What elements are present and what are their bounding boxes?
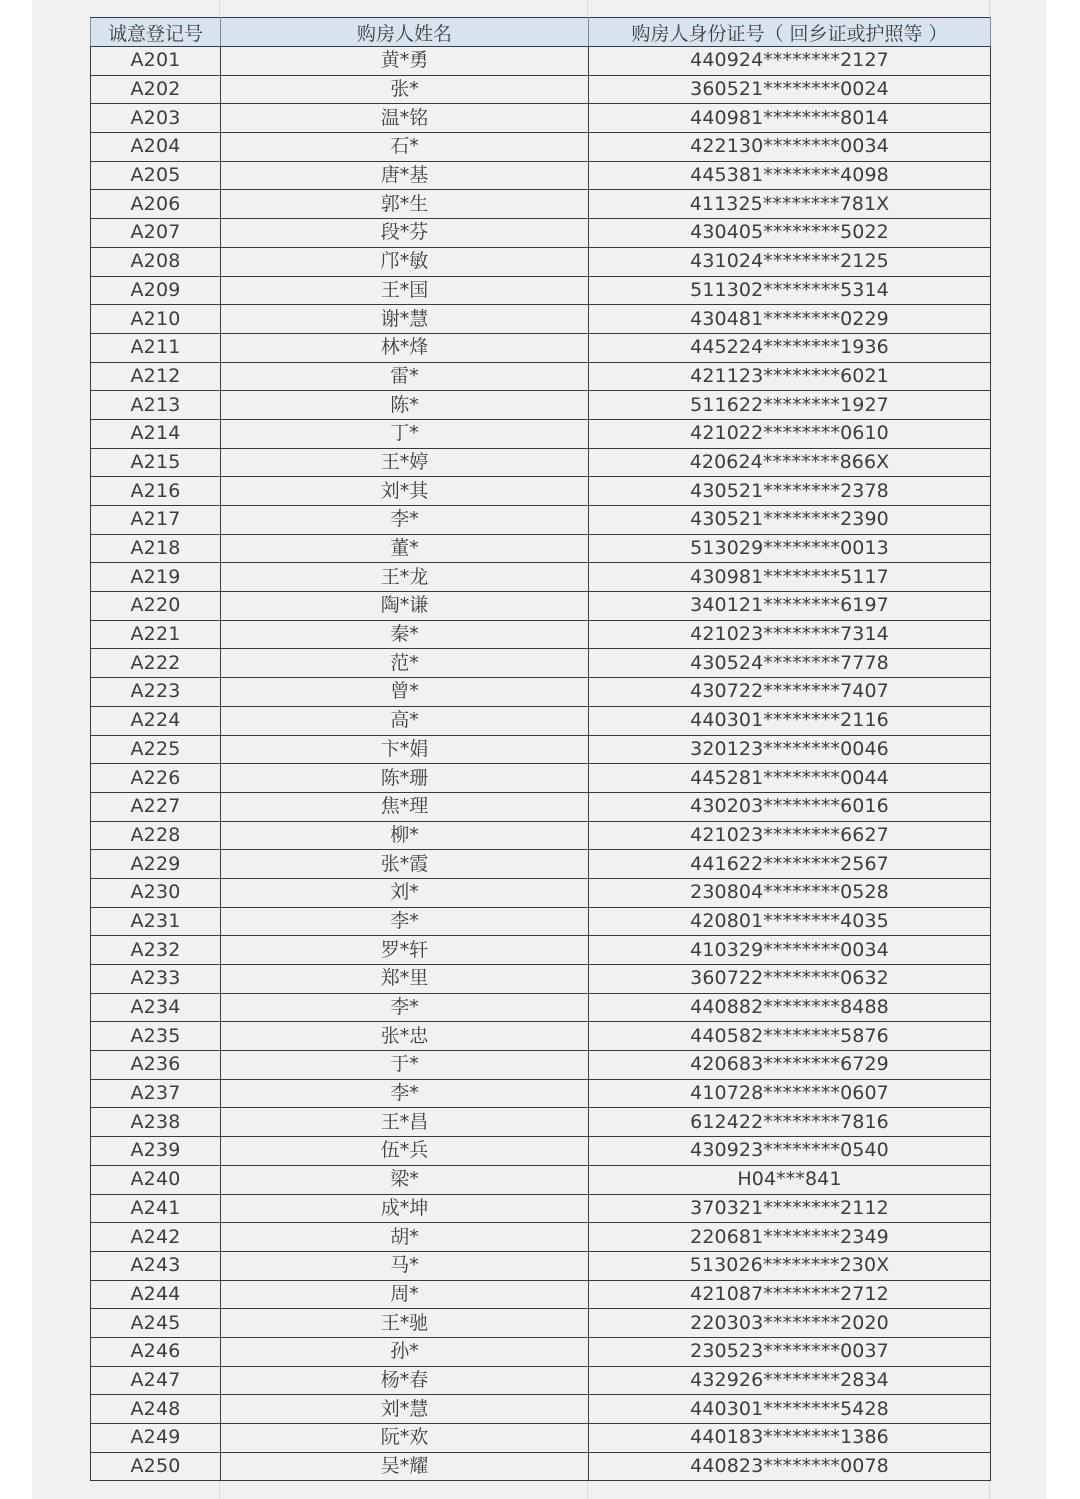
registration-no-cell: A222 xyxy=(91,649,221,678)
registration-no-cell: A239 xyxy=(91,1137,221,1166)
buyer-id-cell: 431024********2125 xyxy=(589,247,991,276)
buyer-id-cell: 440183********1386 xyxy=(589,1424,991,1453)
registration-no-cell: A218 xyxy=(91,534,221,563)
buyer-name-cell: 谢*慧 xyxy=(221,305,589,334)
buyer-id-cell: 440882********8488 xyxy=(589,993,991,1022)
table-row xyxy=(91,1223,991,1252)
registration-no-cell: A243 xyxy=(91,1251,221,1280)
buyer-name-cell: 高* xyxy=(221,706,589,735)
buyer-name-cell: 孙* xyxy=(221,1337,589,1366)
registration-no-cell: A245 xyxy=(91,1309,221,1338)
table-row xyxy=(91,448,991,477)
table-row xyxy=(91,133,991,162)
buyer-name-cell: 张*忠 xyxy=(221,1022,589,1051)
buyer-id-cell: 411325********781X xyxy=(589,190,991,219)
table-row xyxy=(91,792,991,821)
buyer-id-cell: 513029********0013 xyxy=(589,534,991,563)
registration-no-cell: A246 xyxy=(91,1337,221,1366)
registration-no-cell: A240 xyxy=(91,1165,221,1194)
table-row xyxy=(91,649,991,678)
table-row xyxy=(91,1079,991,1108)
registration-no-cell: A237 xyxy=(91,1079,221,1108)
buyer-name-cell: 王*婷 xyxy=(221,448,589,477)
table-row xyxy=(91,75,991,104)
table-row xyxy=(91,706,991,735)
table-row xyxy=(91,965,991,994)
table-row xyxy=(91,821,991,850)
buyer-id-cell: 360722********0632 xyxy=(589,965,991,994)
buyer-name-cell: 罗*轩 xyxy=(221,936,589,965)
buyer-id-cell: 420683********6729 xyxy=(589,1051,991,1080)
table-row xyxy=(91,563,991,592)
buyer-id-cell: 220681********2349 xyxy=(589,1223,991,1252)
header-registration-no: 诚意登记号 xyxy=(91,18,221,47)
buyer-id-cell: 320123********0046 xyxy=(589,735,991,764)
table-row xyxy=(91,1108,991,1137)
buyer-name-cell: 伍*兵 xyxy=(221,1137,589,1166)
table-row xyxy=(91,1366,991,1395)
buyer-name-cell: 李* xyxy=(221,907,589,936)
registration-no-cell: A231 xyxy=(91,907,221,936)
table-row xyxy=(91,1452,991,1481)
buyer-id-cell: 445224********1936 xyxy=(589,333,991,362)
buyer-name-cell: 李* xyxy=(221,993,589,1022)
buyer-name-cell: 温*铭 xyxy=(221,104,589,133)
table-row xyxy=(91,534,991,563)
table-row xyxy=(91,391,991,420)
buyer-name-cell: 刘*慧 xyxy=(221,1395,589,1424)
buyer-name-cell: 成*坤 xyxy=(221,1194,589,1223)
buyer-name-cell: 郑*里 xyxy=(221,965,589,994)
buyer-id-cell: 421087********2712 xyxy=(589,1280,991,1309)
buyer-name-cell: 阮*欢 xyxy=(221,1424,589,1453)
buyer-name-cell: 柳* xyxy=(221,821,589,850)
registration-no-cell: A227 xyxy=(91,792,221,821)
registration-no-cell: A233 xyxy=(91,965,221,994)
buyer-name-cell: 董* xyxy=(221,534,589,563)
buyer-id-cell: 511302********5314 xyxy=(589,276,991,305)
table-row xyxy=(91,764,991,793)
header-buyer-id: 购房人身份证号（ 回乡证或护照等 ） xyxy=(589,18,991,47)
registration-no-cell: A212 xyxy=(91,362,221,391)
buyer-name-cell: 林*烽 xyxy=(221,333,589,362)
buyer-name-cell: 黄*勇 xyxy=(221,47,589,76)
buyer-name-cell: 邝*敏 xyxy=(221,247,589,276)
buyer-id-cell: 360521********0024 xyxy=(589,75,991,104)
registration-no-cell: A208 xyxy=(91,247,221,276)
registration-no-cell: A216 xyxy=(91,477,221,506)
table-row xyxy=(91,419,991,448)
buyer-name-cell: 张* xyxy=(221,75,589,104)
buyer-id-cell: 441622********2567 xyxy=(589,850,991,879)
buyer-id-cell: 370321********2112 xyxy=(589,1194,991,1223)
registration-no-cell: A248 xyxy=(91,1395,221,1424)
table-row xyxy=(91,1337,991,1366)
buyer-name-cell: 曾* xyxy=(221,678,589,707)
table-row xyxy=(91,1022,991,1051)
buyer-name-cell: 陈* xyxy=(221,391,589,420)
table-row xyxy=(91,506,991,535)
buyer-id-cell: 430405********5022 xyxy=(589,219,991,248)
buyer-name-cell: 于* xyxy=(221,1051,589,1080)
registration-no-cell: A238 xyxy=(91,1108,221,1137)
buyer-name-cell: 李* xyxy=(221,506,589,535)
table-row xyxy=(91,161,991,190)
buyer-name-cell: 王*驰 xyxy=(221,1309,589,1338)
registration-no-cell: A225 xyxy=(91,735,221,764)
buyer-id-cell: 430521********2378 xyxy=(589,477,991,506)
buyer-id-cell: 421023********7314 xyxy=(589,620,991,649)
registration-no-cell: A217 xyxy=(91,506,221,535)
registration-no-cell: A228 xyxy=(91,821,221,850)
buyer-name-cell: 雷* xyxy=(221,362,589,391)
buyer-name-cell: 石* xyxy=(221,133,589,162)
registration-no-cell: A214 xyxy=(91,419,221,448)
table-row xyxy=(91,678,991,707)
registration-no-cell: A223 xyxy=(91,678,221,707)
buyer-id-cell: 440823********0078 xyxy=(589,1452,991,1481)
table-row xyxy=(91,1051,991,1080)
registration-no-cell: A236 xyxy=(91,1051,221,1080)
buyer-id-cell: 410329********0034 xyxy=(589,936,991,965)
buyer-id-cell: 445281********0044 xyxy=(589,764,991,793)
registration-no-cell: A242 xyxy=(91,1223,221,1252)
buyer-id-cell: 230523********0037 xyxy=(589,1337,991,1366)
registration-no-cell: A215 xyxy=(91,448,221,477)
buyer-name-cell: 杨*春 xyxy=(221,1366,589,1395)
buyer-name-cell: 周* xyxy=(221,1280,589,1309)
buyer-name-cell: 王*国 xyxy=(221,276,589,305)
registration-no-cell: A213 xyxy=(91,391,221,420)
registration-no-cell: A229 xyxy=(91,850,221,879)
buyer-name-cell: 陈*珊 xyxy=(221,764,589,793)
table-row xyxy=(91,735,991,764)
buyer-id-cell: 430923********0540 xyxy=(589,1137,991,1166)
buyer-name-cell: 刘* xyxy=(221,878,589,907)
table-row xyxy=(91,47,991,76)
table-row xyxy=(91,1395,991,1424)
registration-no-cell: A247 xyxy=(91,1366,221,1395)
buyer-name-cell: 胡* xyxy=(221,1223,589,1252)
buyer-name-cell: 范* xyxy=(221,649,589,678)
table-row xyxy=(91,620,991,649)
buyer-id-cell: 430481********0229 xyxy=(589,305,991,334)
table-row xyxy=(91,1137,991,1166)
registration-no-cell: A203 xyxy=(91,104,221,133)
buyer-id-cell: 420801********4035 xyxy=(589,907,991,936)
table-row xyxy=(91,362,991,391)
table-row xyxy=(91,592,991,621)
buyer-id-cell: 440924********2127 xyxy=(589,47,991,76)
registration-no-cell: A241 xyxy=(91,1194,221,1223)
buyer-id-cell: 440301********2116 xyxy=(589,706,991,735)
registration-no-cell: A230 xyxy=(91,878,221,907)
buyer-name-cell: 段*芬 xyxy=(221,219,589,248)
table-row xyxy=(91,1165,991,1194)
registration-no-cell: A201 xyxy=(91,47,221,76)
buyer-id-cell: 432926********2834 xyxy=(589,1366,991,1395)
registration-no-cell: A234 xyxy=(91,993,221,1022)
buyer-name-cell: 丁* xyxy=(221,419,589,448)
header-row xyxy=(91,18,991,47)
table-row xyxy=(91,1194,991,1223)
buyer-name-cell: 卞*娟 xyxy=(221,735,589,764)
registration-no-cell: A235 xyxy=(91,1022,221,1051)
buyer-id-cell: 440981********8014 xyxy=(589,104,991,133)
registration-no-cell: A220 xyxy=(91,592,221,621)
buyer-id-cell: 230804********0528 xyxy=(589,878,991,907)
buyer-name-cell: 陶*谦 xyxy=(221,592,589,621)
header-buyer-name: 购房人姓名 xyxy=(221,18,589,47)
registration-no-cell: A250 xyxy=(91,1452,221,1481)
buyer-name-cell: 王*龙 xyxy=(221,563,589,592)
buyer-id-cell: 421023********6627 xyxy=(589,821,991,850)
registration-no-cell: A244 xyxy=(91,1280,221,1309)
buyer-name-cell: 张*霞 xyxy=(221,850,589,879)
table-row xyxy=(91,993,991,1022)
registration-no-cell: A226 xyxy=(91,764,221,793)
table-row xyxy=(91,936,991,965)
buyer-id-cell: 513026********230X xyxy=(589,1251,991,1280)
registration-no-cell: A249 xyxy=(91,1424,221,1453)
buyer-id-cell: 422130********0034 xyxy=(589,133,991,162)
table-row xyxy=(91,276,991,305)
table-row xyxy=(91,247,991,276)
table-row xyxy=(91,1251,991,1280)
registration-no-cell: A209 xyxy=(91,276,221,305)
registration-no-cell: A219 xyxy=(91,563,221,592)
buyer-id-cell: 430722********7407 xyxy=(589,678,991,707)
registration-no-cell: A224 xyxy=(91,706,221,735)
buyer-id-cell: 445381********4098 xyxy=(589,161,991,190)
buyer-name-cell: 王*昌 xyxy=(221,1108,589,1137)
buyer-name-cell: 吴*耀 xyxy=(221,1452,589,1481)
buyer-id-cell: 440582********5876 xyxy=(589,1022,991,1051)
table-row xyxy=(91,1424,991,1453)
table-row xyxy=(91,305,991,334)
buyer-id-cell: 420624********866X xyxy=(589,448,991,477)
table-row xyxy=(91,907,991,936)
table-row xyxy=(91,850,991,879)
buyer-id-cell: H04***841 xyxy=(589,1165,991,1194)
buyer-name-cell: 焦*理 xyxy=(221,792,589,821)
buyer-name-cell: 秦* xyxy=(221,620,589,649)
table-row xyxy=(91,333,991,362)
registration-no-cell: A202 xyxy=(91,75,221,104)
table-row xyxy=(91,104,991,133)
buyer-name-cell: 梁* xyxy=(221,1165,589,1194)
table-row xyxy=(91,1309,991,1338)
buyer-id-cell: 410728********0607 xyxy=(589,1079,991,1108)
table-row xyxy=(91,190,991,219)
registration-no-cell: A232 xyxy=(91,936,221,965)
table-row xyxy=(91,878,991,907)
registration-no-cell: A205 xyxy=(91,161,221,190)
registration-no-cell: A207 xyxy=(91,219,221,248)
registration-no-cell: A210 xyxy=(91,305,221,334)
buyer-name-cell: 李* xyxy=(221,1079,589,1108)
buyer-id-cell: 421123********6021 xyxy=(589,362,991,391)
buyer-name-cell: 唐*基 xyxy=(221,161,589,190)
buyer-name-cell: 刘*其 xyxy=(221,477,589,506)
table-row xyxy=(91,1280,991,1309)
buyer-id-cell: 421022********0610 xyxy=(589,419,991,448)
buyer-name-cell: 郭*生 xyxy=(221,190,589,219)
buyer-id-cell: 511622********1927 xyxy=(589,391,991,420)
buyer-id-cell: 340121********6197 xyxy=(589,592,991,621)
buyer-name-cell: 马* xyxy=(221,1251,589,1280)
registration-no-cell: A211 xyxy=(91,333,221,362)
buyer-id-cell: 440301********5428 xyxy=(589,1395,991,1424)
buyer-id-cell: 612422********7816 xyxy=(589,1108,991,1137)
buyer-id-cell: 430524********7778 xyxy=(589,649,991,678)
table-row xyxy=(91,219,991,248)
buyer-id-cell: 430521********2390 xyxy=(589,506,991,535)
registration-no-cell: A221 xyxy=(91,620,221,649)
registration-no-cell: A206 xyxy=(91,190,221,219)
buyer-id-cell: 220303********2020 xyxy=(589,1309,991,1338)
table-row xyxy=(91,477,991,506)
buyer-id-cell: 430981********5117 xyxy=(589,563,991,592)
buyer-id-cell: 430203********6016 xyxy=(589,792,991,821)
registration-table xyxy=(90,17,991,1481)
registration-no-cell: A204 xyxy=(91,133,221,162)
